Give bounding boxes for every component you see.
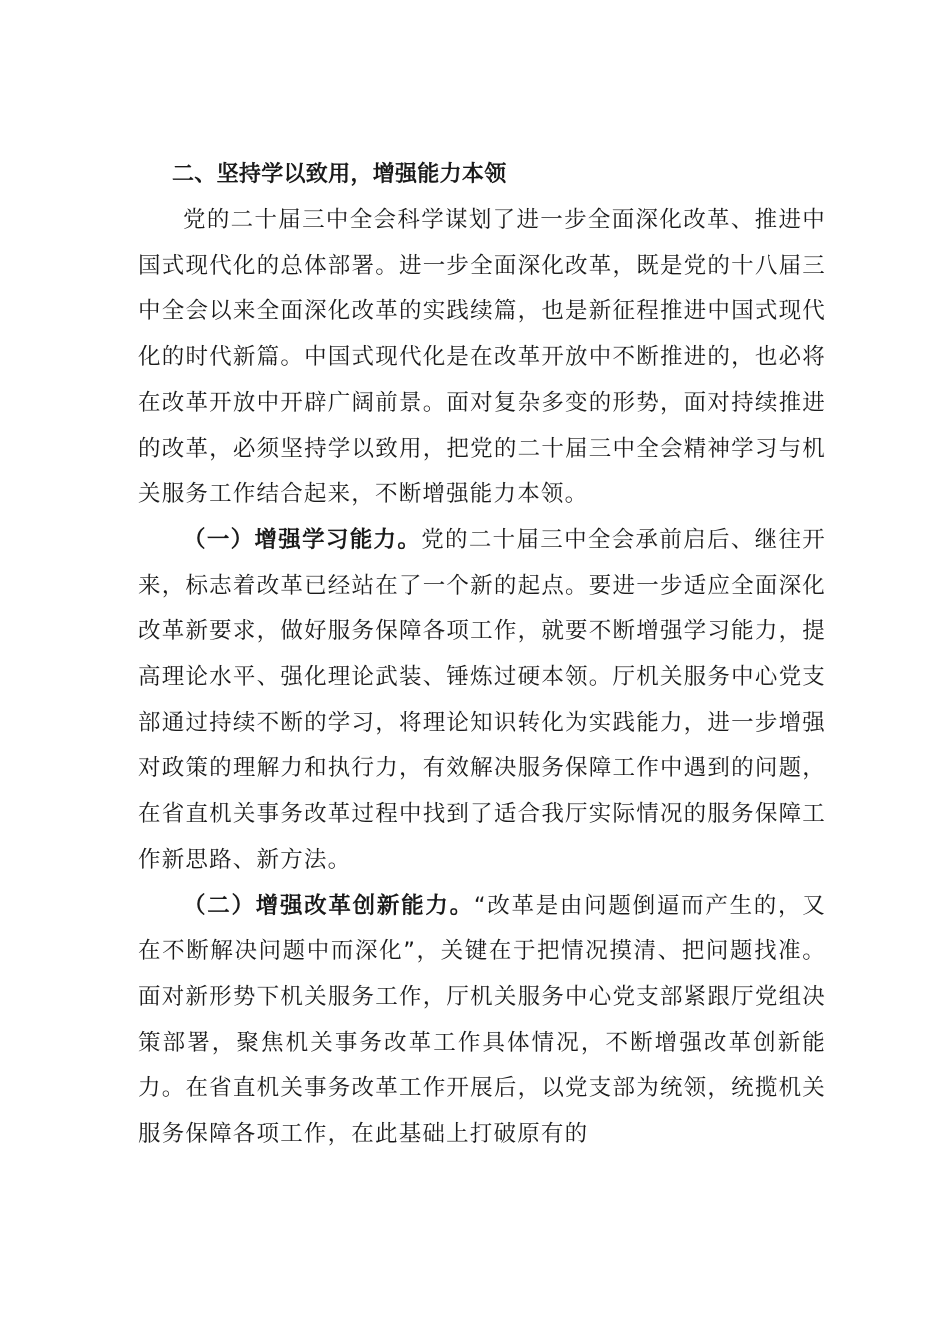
paragraph-reform-innovation bbox=[138, 884, 826, 1158]
paragraph-learning-ability-lead: （一）增强学习能力。 bbox=[183, 526, 422, 553]
document-body bbox=[138, 152, 826, 1158]
paragraph-learning-ability-text: 党的二十届三中全会承前启后、继往开来，标志着改革已经站在了一个新的起点。要进一步适应全面深化改革新要求，做好服务保障各项工作，就要不断增强学习能力，提高理论水平、强化理论武装、锤炼过硬本领。厅机关服务中心党支部通过持续不断的学习，将理论知识转化为实践能力，进一步增强对政策的理解力和执行力，有效解决服务保障工作中遇到的问题，在省直机关事务改革过程中找到了适合我厅实际情况的服务保障工作新思路、新方法。 bbox=[138, 526, 826, 873]
paragraph-reform-innovation-text: “改革是由问题倒逼而产生的，又在不断解决问题中而深化”，关键在于把情况摸清、把问题找准。面对新形势下机关服务工作，厅机关服务中心党支部紧跟厅党组决策部署，聚焦机关事务改革工作具体情况，不断增强改革创新能力。在省直机关事务改革工作开展后，以党支部为统领，统揽机关服务保障各项工作，在此基础上打破原有的 bbox=[138, 892, 826, 1148]
paragraph-intro-text: 党的二十届三中全会科学谋划了进一步全面深化改革、推进中国式现代化的总体部署。进一步全面深化改革，既是党的十八届三中全会以来全面深化改革的实践续篇，也是新征程推进中国式现代化的时代新篇。中国式现代化是在改革开放中不断推进的，也必将在改革开放中开辟广阔前景。面对复杂多变的形势，面对持续推进的改革，必须坚持学以致用，把党的二十届三中全会精神学习与机关服务工作结合起来，不断增强能力本领。 bbox=[138, 207, 826, 508]
paragraph-intro bbox=[138, 198, 826, 518]
paragraph-learning-ability bbox=[138, 518, 826, 884]
paragraph-reform-innovation-lead: （二）增强改革创新能力。 bbox=[183, 892, 474, 919]
section-heading: 二、坚持学以致用，增强能力本领 bbox=[172, 162, 507, 187]
